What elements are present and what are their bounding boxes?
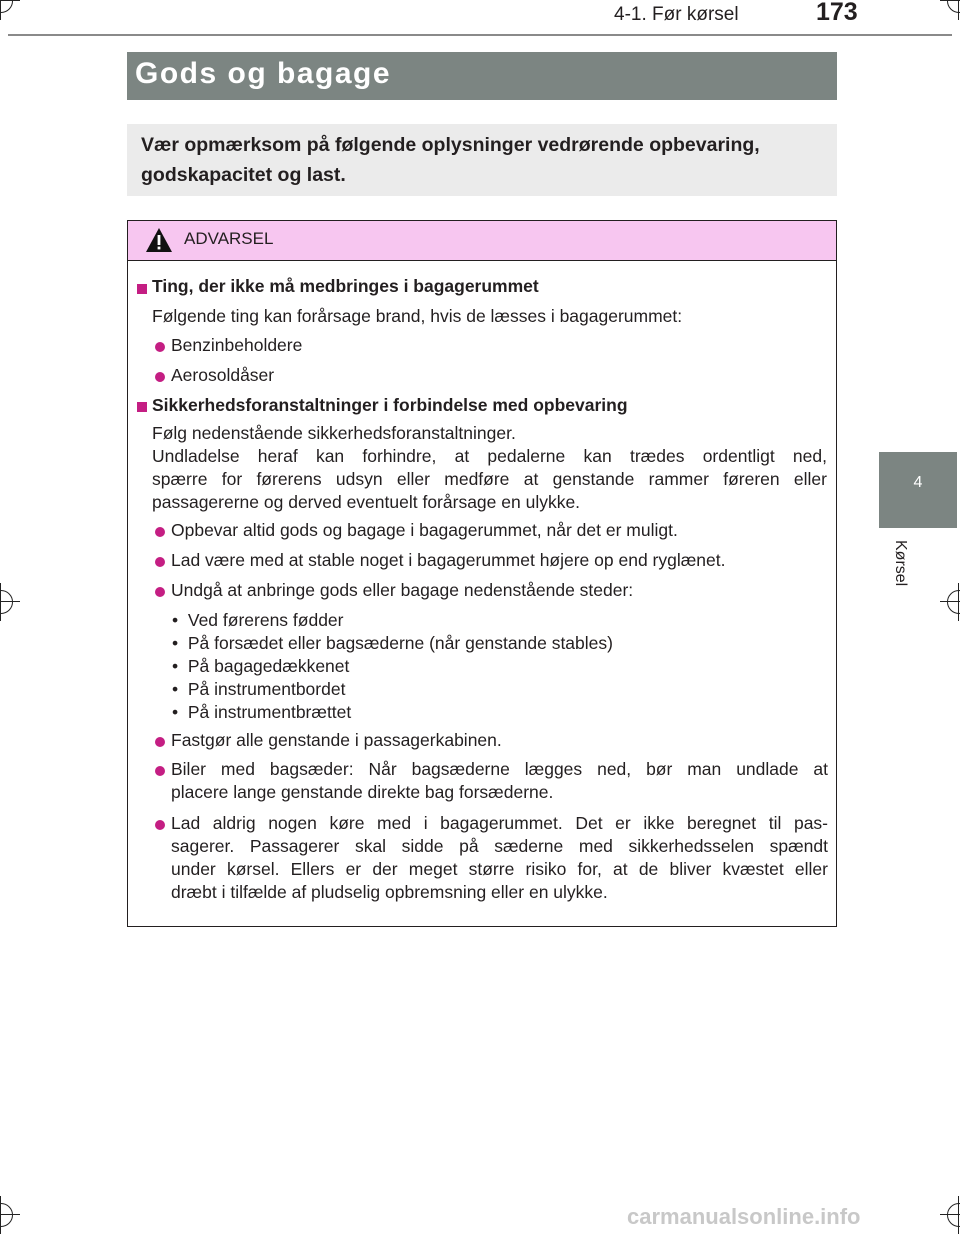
section-text-line: spærre for førerens udsyn eller medføre at genstande rammer føreren eller	[152, 469, 827, 489]
location-item: • Ved førerens fødder	[172, 610, 344, 630]
watermark: carmanualsonline.info	[627, 1204, 861, 1229]
crop-mark-top-left	[0, 0, 16, 16]
section-text: Følgende ting kan forårsage brand, hvis de læsses i bagagerummet:	[152, 306, 683, 326]
location-item: • På bagagedækkenet	[172, 656, 350, 676]
section-marker	[137, 402, 147, 412]
intro-line-2: godskapacitet og last.	[141, 164, 346, 186]
bullet-icon	[155, 587, 165, 597]
list-item: Opbevar altid gods og bagage i bagagerummet, når det er muligt.	[171, 520, 678, 540]
bullet-icon	[155, 527, 165, 537]
crop-mark-bottom-right	[944, 1200, 960, 1230]
list-item-line: Lad aldrig nogen køre med i bagagerummet. Det er ikke beregnet til pas-	[171, 813, 828, 833]
page-number: 173	[816, 0, 858, 26]
crop-mark-top-right	[944, 0, 960, 16]
list-item-line: under kørsel. Ellers er der meget større risiko for, at de bliver kvæstet eller	[171, 859, 828, 879]
list-item: Benzinbeholdere	[171, 335, 303, 355]
list-item-line: placere lange genstande direkte bag forsæderne.	[171, 782, 554, 802]
section-label: 4-1. Før kørsel	[614, 4, 739, 25]
intro-line-1: Vær opmærksom på følgende oplysninger vedrørende opbevaring,	[141, 134, 760, 156]
intro-box	[127, 124, 837, 196]
section-text-line: Undladelse heraf kan forhindre, at pedalerne kan trædes ordentligt ned,	[152, 446, 827, 466]
list-item: Aerosoldåser	[171, 365, 275, 385]
location-text: På bagagedækkenet	[187, 656, 350, 676]
bullet-icon	[155, 737, 165, 747]
bullet-icon	[155, 766, 165, 776]
section-heading-storage-precautions: Sikkerhedsforanstaltninger i forbindelse med opbevaring	[152, 395, 628, 415]
warning-box	[127, 220, 837, 927]
chapter-number: 4	[913, 474, 923, 491]
section-marker	[137, 284, 147, 294]
crop-mark-mid-left	[0, 587, 16, 617]
header-rule	[8, 34, 952, 36]
list-item-line: Biler med bagsæder: Når bagsæderne lægges ned, bør man undlade at	[171, 759, 828, 779]
chapter-label: Kørsel	[892, 540, 909, 587]
section-text-line: Følg nedenstående sikkerhedsforanstaltninger.	[152, 423, 516, 443]
location-item: • På instrumentbordet	[172, 679, 346, 699]
location-item: • På forsædet eller bagsæderne (når genstande stables)	[172, 633, 613, 653]
list-item: Undgå at anbringe gods eller bagage nedenstående steder:	[171, 580, 634, 600]
location-text: På forsædet eller bagsæderne (når genstande stables)	[187, 633, 613, 653]
crop-mark-mid-right	[944, 587, 960, 617]
bullet-icon	[155, 557, 165, 567]
list-item-line: sagerer. Passagerer skal sidde på sæderne med sikkerhedsselen spændt	[171, 836, 828, 856]
location-text: På instrumentbordet	[187, 679, 346, 699]
section-heading-prohibited-items: Ting, der ikke må medbringes i bagagerummet	[152, 276, 539, 296]
list-item-line: dræbt i tilfælde af pludselig opbremsning eller en ulykke.	[171, 882, 608, 902]
warning-header	[128, 221, 836, 261]
location-text: Ved førerens fødder	[187, 610, 344, 630]
list-item: Lad være med at stable noget i bagagerummet højere op end ryglænet.	[171, 550, 726, 570]
page-title: Gods og bagage	[135, 57, 392, 90]
warning-triangle-icon	[145, 227, 173, 253]
bullet-icon	[155, 372, 165, 382]
warning-label: ADVARSEL	[184, 229, 274, 248]
page-title-bar	[127, 52, 837, 100]
bullet-icon	[155, 342, 165, 352]
location-text: På instrumentbrættet	[187, 702, 352, 722]
list-item: Fastgør alle genstande i passagerkabinen.	[171, 730, 502, 750]
location-item: • På instrumentbrættet	[172, 702, 352, 722]
bullet-icon	[155, 820, 165, 830]
chapter-tab	[879, 452, 957, 528]
section-text-line: passagererne og derved eventuelt forårsage en ulykke.	[152, 492, 581, 512]
crop-mark-bottom-left	[0, 1200, 16, 1230]
